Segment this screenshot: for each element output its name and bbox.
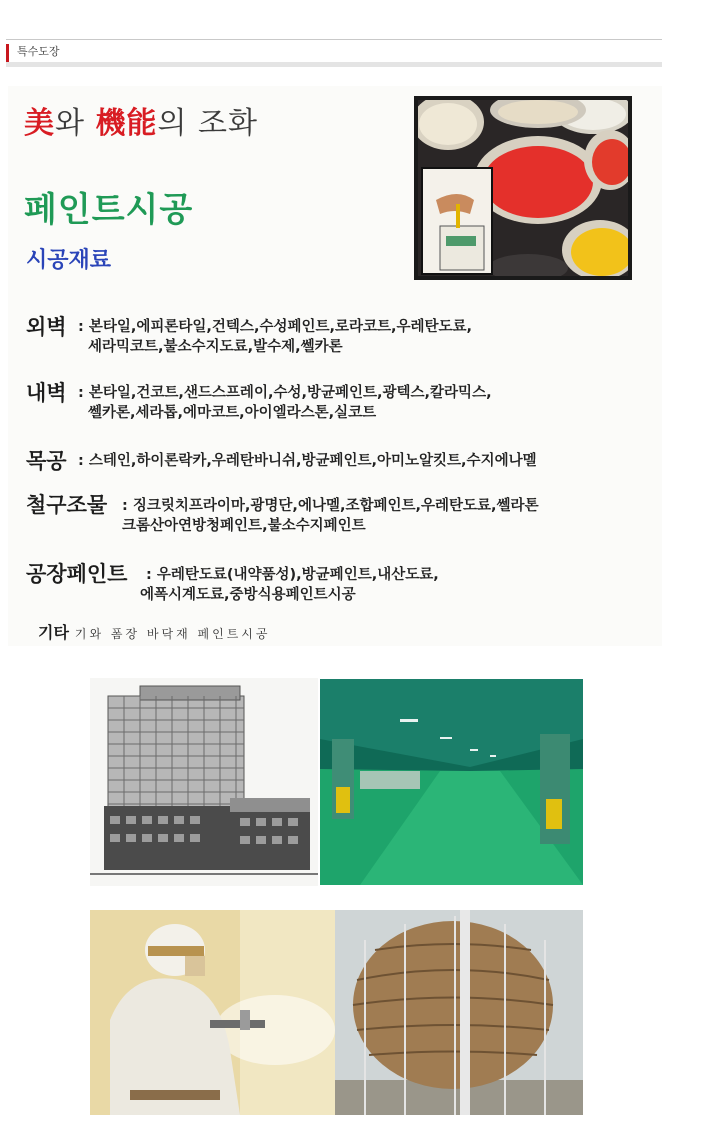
headline bbox=[24, 98, 258, 142]
category-materials-line: 세라믹코트,불소수지도료,발수제,쎌카론 bbox=[88, 339, 343, 355]
category-etc bbox=[38, 620, 270, 643]
category-materials-line: : 본타일,건코트,샌드스프레이,수성,방균페인트,광텍스,칼라믹스, bbox=[78, 385, 492, 401]
category-materials-line: : 우레탄도료(내약품성),방균페인트,내산도료, bbox=[146, 567, 439, 583]
category-materials-line: 에폭시계도료,중방식용페인트시공 bbox=[140, 587, 356, 603]
parking-garage-photo bbox=[320, 679, 583, 885]
spray-painter-photo bbox=[90, 910, 335, 1115]
poster-subtitle: 시공재료 bbox=[26, 248, 112, 273]
category-label: 목공 bbox=[26, 449, 67, 473]
category-label: 내벽 bbox=[26, 381, 67, 405]
section-header bbox=[6, 44, 662, 62]
headline-connector: 와 bbox=[55, 106, 96, 141]
category-materials-line: 크롬산아연방청페인트,불소수지페인트 bbox=[122, 518, 366, 534]
spherical-tank-photo bbox=[335, 910, 583, 1115]
section-header-rule bbox=[6, 62, 662, 67]
category-materials-line: : 본타일,에피론타일,건텍스,수성페인트,로라코트,우레탄도료, bbox=[78, 319, 473, 335]
category-label: 철구조물 bbox=[26, 493, 108, 517]
headline-harmony: 의 조화 bbox=[157, 106, 259, 141]
etc-text: 기와 폼장 바닥재 페인트시공 bbox=[74, 627, 271, 641]
headline-function: 機能 bbox=[95, 106, 158, 141]
category-label: 외벽 bbox=[26, 315, 67, 339]
headline-beauty: 美 bbox=[24, 106, 55, 141]
category-materials-line: : 스테인,하이론락카,우레탄바니쉬,방균페인트,아미노알킷트,수지에나멜 bbox=[78, 453, 537, 469]
section-title: 특수도장 bbox=[17, 45, 60, 58]
category-label: 공장페인트 bbox=[26, 562, 128, 586]
category-materials-line: : 징크릿치프라이마,광명단,에나멜,조합페인트,우레탄도료,쎌라톤 bbox=[122, 498, 539, 514]
top-divider bbox=[6, 39, 662, 40]
building-photo bbox=[90, 678, 318, 886]
etc-label: 기타 bbox=[38, 623, 69, 642]
poster-title: 페인트시공 bbox=[24, 190, 194, 230]
paint-cans-image bbox=[414, 96, 632, 280]
category-materials-line: 쎌카론,세라톱,에마코트,아이엘라스톤,실코트 bbox=[88, 405, 377, 421]
